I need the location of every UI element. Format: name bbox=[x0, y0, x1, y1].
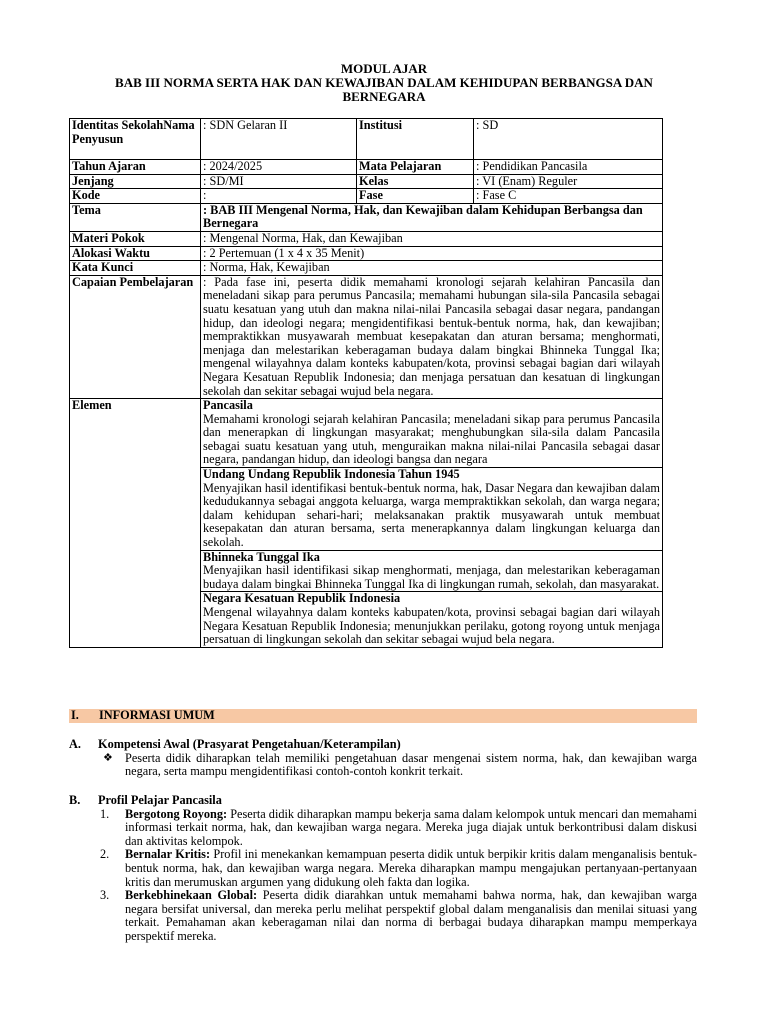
elemen-text: Menyajikan hasil identifikasi bentuk-bentuk norma, hak, Dasar Negara dan kewajiban dalam kedudukannya sebagai anggota keluarga, warga mempraktikkan sekolah, dan warga negara; dalam kehidupan sehari-hari; melaksanakan praktik musyawarah untuk membuat kesepakatan dan aturan bersama, serta menerapkannya dalam lingkungan keluarga dan sekolah. bbox=[203, 480, 660, 550]
row-materi bbox=[70, 231, 663, 246]
kode-value: : bbox=[201, 189, 357, 204]
elemen-title: Bhinneka Tunggal Ika bbox=[203, 549, 320, 564]
row-identitas bbox=[70, 119, 663, 160]
kompetensi-awal bbox=[69, 738, 697, 779]
materi-label: Materi Pokok bbox=[70, 231, 201, 246]
kompetensi-heading bbox=[69, 738, 697, 752]
tema-label: Tema bbox=[70, 203, 201, 231]
profil-letter: B. bbox=[69, 793, 81, 807]
kompetensi-bullet-item bbox=[69, 752, 697, 779]
elemen-title: Negara Kesatuan Republik Indonesia bbox=[203, 591, 401, 606]
tahun-value: : 2024/2025 bbox=[201, 160, 357, 175]
kelas-label: Kelas bbox=[357, 174, 474, 189]
tema-value: : BAB III Mengenal Norma, Hak, dan Kewajiban dalam Kehidupan Berbangsa dan Bernegara bbox=[201, 203, 663, 231]
elemen-title: Pancasila bbox=[203, 398, 253, 413]
row-elemen-pancasila bbox=[70, 399, 663, 468]
elemen-label: Elemen bbox=[70, 399, 201, 648]
profil-pelajar bbox=[69, 794, 697, 944]
doc-title: MODUL AJAR bbox=[340, 61, 428, 76]
kode-label: Kode bbox=[70, 189, 201, 204]
kompetensi-letter: A. bbox=[69, 737, 81, 751]
profil-item-number: 1. bbox=[100, 806, 110, 821]
tahun-label: Tahun Ajaran bbox=[70, 160, 201, 175]
kompetensi-title: Kompetensi Awal (Prasyarat Pengetahuan/Keterampilan) bbox=[98, 737, 401, 751]
diamond-bullet-icon: ❖ bbox=[103, 751, 113, 764]
jenjang-value: : SD/MI bbox=[201, 174, 357, 189]
kompetensi-text: Peserta didik diharapkan telah memiliki pengetahuan dasar mengenai sistem norma, hak, dan kewajiban warga negara, serta mampu mengidentifikasi contoh-contoh konkrit terkait. bbox=[125, 750, 697, 779]
profil-item-text: Peserta didik diarahkan untuk memahami bahwa norma, hak, dan kewajiban warga negara bersifat universal, dan mereka perlu melihat perspektif global dalam menganalisis dan menilai situasi yang terkait. Pemahaman akan keberagaman nilai dan norma di berbagai budaya diharapkan mampu memperkaya perspektif mereka. bbox=[125, 888, 698, 943]
profil-item-number: 2. bbox=[100, 847, 110, 862]
section-informasi-umum bbox=[69, 709, 697, 723]
fase-value: : Fase C bbox=[474, 189, 663, 204]
profil-item-term: Bergotong Royong: bbox=[125, 806, 228, 821]
row-jenjang bbox=[70, 174, 663, 189]
elemen-text: Menyajikan hasil identifikasi sikap menghormati, menjaga, dan melestarikan keberagaman budaya dalam bingkai Bhinneka Tunggal Ika di lingkungan rumah, sekolah, dan masyarakat. bbox=[203, 563, 660, 591]
identity-table bbox=[69, 118, 663, 648]
elemen-text: Memahami kronologi sejarah kelahiran Pancasila; meneladani sikap para perumus Pancasila dan menerapkan di lingkungan masyarakat; menghubungkan sila-sila dalam Pancasila sebagai suatu kesatuan yang utuh, menguraikan makna nilai-nilai Pancasila sebagai dasar negara, pandangan hidup, dan ideologi bangsa dan negara bbox=[203, 411, 660, 467]
kelas-value: : VI (Enam) Reguler bbox=[474, 174, 663, 189]
profil-item-term: Bernalar Kritis: bbox=[125, 847, 211, 862]
profil-item-number: 3. bbox=[100, 888, 110, 903]
profil-item bbox=[100, 808, 697, 849]
section-title: INFORMASI UMUM bbox=[99, 708, 215, 722]
mapel-value: : Pendidikan Pancasila bbox=[474, 160, 663, 175]
section-number: I. bbox=[71, 708, 79, 722]
elemen-cell bbox=[201, 550, 663, 592]
profil-item bbox=[100, 889, 697, 943]
kunci-label: Kata Kunci bbox=[70, 261, 201, 276]
elemen-cell bbox=[201, 468, 663, 551]
materi-value: : Mengenal Norma, Hak, dan Kewajiban bbox=[201, 231, 663, 246]
capaian-value: : Pada fase ini, peserta didik memahami kronologi sejarah kelahiran Pancasila dan meneladani sikap para perumus Pancasila; memahami hubungan sila-sila Pancasila sebagai suatu kesatuan yang utuh dan makna nilai-nilai Pancasila sebagai dasar negara, pandangan hidup, dan ideologi negara; mengidentifikasi bentuk-bentuk norma, hak, dan kewajiban; mempraktikkan musyawarah membuat kesepakatan dan aturan bersama; menghormati, menjaga dan melestarikan keberagaman budaya dalam bingkai Bhinneka Tunggal Ika; mengenal wilayahnya dalam konteks kabupaten/kota, provinsi sebagai bagian dari wilayah Negara Kesatuan Republik Indonesia; dan menjaga persatuan dan kesatuan di lingkungan sekolah dan sekitar sebagai wujud bela negara. bbox=[201, 275, 663, 398]
identitas-label: Identitas SekolahNama Penyusun bbox=[70, 119, 201, 160]
kunci-value: : Norma, Hak, Kewajiban bbox=[201, 261, 663, 276]
profil-item-text: Peserta didik diharapkan mampu bekerja sama dalam kelompok untuk mencari dan memahami informasi terkait norma, hak, dan kewajiban warga negara. Mereka juga diajak untuk berkontribusi dalam diskusi dan aktivitas kelompok. bbox=[125, 806, 698, 848]
row-kode bbox=[70, 189, 663, 204]
doc-subtitle-line1: BAB III NORMA SERTA HAK DAN KEWAJIBAN DALAM KEHIDUPAN BERBANGSA DAN bbox=[115, 75, 653, 90]
elemen-cell bbox=[201, 592, 663, 647]
profil-item-text: Profil ini menekankan kemampuan peserta didik untuk berpikir kritis dalam menganalisis bentuk-bentuk norma, hak, dan kewajiban warga negara. Mereka diharapkan mampu mengajukan pertanyaan-pertanyaan kritis dan merumuskan argumen yang didukung oleh fakta dan logika. bbox=[125, 847, 698, 889]
jenjang-label: Jenjang bbox=[70, 174, 201, 189]
row-kunci bbox=[70, 261, 663, 276]
elemen-text: Mengenal wilayahnya dalam konteks kabupaten/kota, provinsi sebagai bagian dari wilayah Negara Kesatuan Republik Indonesia; menunjukkan perilaku, gotong royong untuk menjaga persatuan di lingkungan sekolah dan sekitar sebagai wujud bela negara. bbox=[203, 605, 660, 647]
profil-item-term: Berkebhinekaan Global: bbox=[125, 888, 258, 903]
row-tahun bbox=[70, 160, 663, 175]
fase-label: Fase bbox=[357, 189, 474, 204]
elemen-cell bbox=[201, 399, 663, 468]
identitas-value: : SDN Gelaran II bbox=[201, 119, 357, 160]
institusi-label: Institusi bbox=[357, 119, 474, 160]
row-tema bbox=[70, 203, 663, 231]
profil-item bbox=[100, 848, 697, 889]
institusi-value: : SD bbox=[474, 119, 663, 160]
row-capaian bbox=[70, 275, 663, 398]
profil-list bbox=[100, 808, 697, 944]
capaian-label: Capaian Pembelajaran bbox=[70, 275, 201, 398]
elemen-title: Undang Undang Republik Indonesia Tahun 1945 bbox=[203, 467, 460, 482]
doc-subtitle-line2: BERNEGARA bbox=[342, 89, 426, 104]
row-alokasi bbox=[70, 246, 663, 261]
mapel-label: Mata Pelajaran bbox=[357, 160, 474, 175]
alokasi-label: Alokasi Waktu bbox=[70, 246, 201, 261]
profil-title: Profil Pelajar Pancasila bbox=[98, 793, 222, 807]
profil-heading bbox=[69, 794, 697, 808]
alokasi-value: : 2 Pertemuan (1 x 4 x 35 Menit) bbox=[201, 246, 663, 261]
